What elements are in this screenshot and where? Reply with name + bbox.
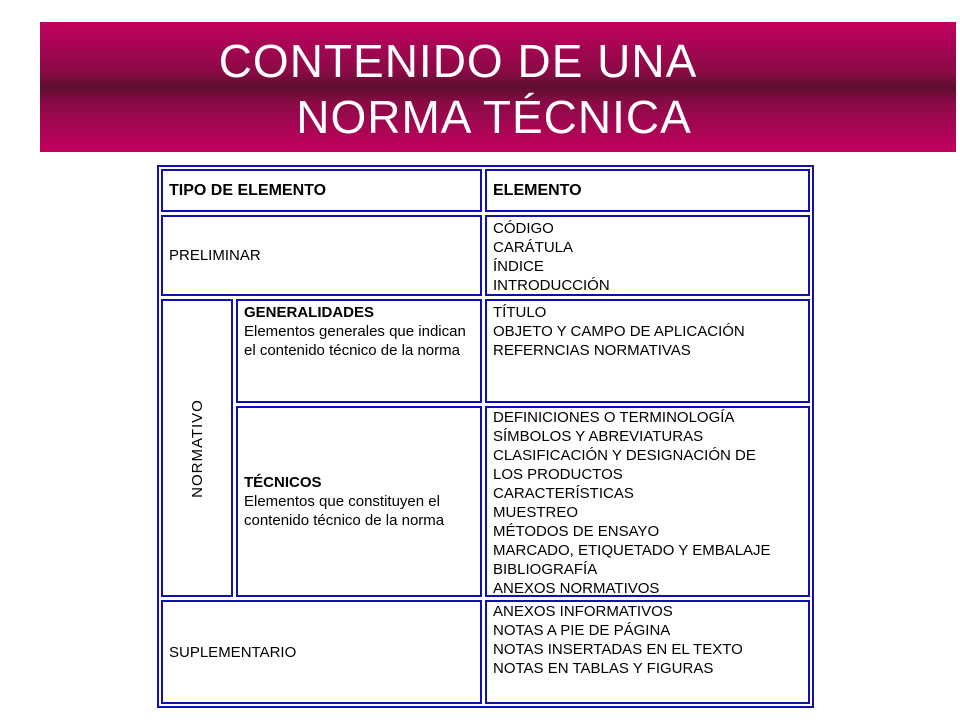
- list-item: NOTAS INSERTADAS EN EL TEXTO: [493, 641, 743, 658]
- header-tipo-de-elemento: [161, 169, 482, 212]
- normativo-label: NORMATIVO: [188, 398, 206, 498]
- list-item: LOS PRODUCTOS: [493, 466, 623, 483]
- tecnicos-cell: [236, 406, 482, 597]
- generalidades-list: [493, 303, 802, 360]
- row-preliminar-type: [161, 215, 482, 296]
- list-item: CLASIFICACIÓN Y DESIGNACIÓN DE: [493, 447, 756, 464]
- generalidades-description: Elementos generales que indican el contenido técnico de la norma: [244, 323, 466, 359]
- list-item: MARCADO, ETIQUETADO Y EMBALAJE: [493, 542, 771, 559]
- header-elemento-label: ELEMENTO: [493, 182, 582, 199]
- list-item: ÍNDICE: [493, 258, 544, 275]
- list-item: ANEXOS NORMATIVOS: [493, 580, 660, 597]
- generalidades-cell: [236, 299, 482, 403]
- suplementario-list: [493, 602, 802, 678]
- list-item: CARÁTULA: [493, 239, 574, 256]
- list-item: SÍMBOLOS Y ABREVIATURAS: [493, 428, 704, 445]
- row-normativo-type: [161, 299, 233, 597]
- tecnicos-title: TÉCNICOS: [244, 474, 322, 491]
- header-elemento: [485, 169, 810, 212]
- row-preliminar-elements: [485, 215, 810, 296]
- list-item: BIBLIOGRAFÍA: [493, 561, 598, 578]
- title-line-1: CONTENIDO DE UNA: [218, 35, 698, 87]
- title-line-2: NORMA TÉCNICA: [296, 91, 692, 143]
- row-suplementario-elements: [485, 600, 810, 704]
- row-suplementario-type: [161, 600, 482, 704]
- list-item: NOTAS EN TABLAS Y FIGURAS: [493, 660, 714, 677]
- list-item: ANEXOS INFORMATIVOS: [493, 603, 673, 620]
- title-banner: [40, 22, 956, 152]
- tecnicos-list: [493, 408, 802, 598]
- list-item: INTRODUCCIÓN: [493, 277, 610, 294]
- list-item: CÓDIGO: [493, 220, 554, 237]
- list-item: CARACTERÍSTICAS: [493, 485, 634, 502]
- preliminar-list: [493, 219, 802, 295]
- suplementario-label: SUPLEMENTARIO: [169, 643, 297, 661]
- generalidades-title: GENERALIDADES: [244, 304, 375, 321]
- list-item: REFERNCIAS NORMATIVAS: [493, 342, 691, 359]
- list-item: NOTAS A PIE DE PÁGINA: [493, 622, 671, 639]
- list-item: DEFINICIONES O TERMINOLOGÍA: [493, 409, 735, 426]
- tecnicos-elements: [485, 406, 810, 597]
- list-item: OBJETO Y CAMPO DE APLICACIÓN: [493, 323, 745, 340]
- list-item: MUESTREO: [493, 504, 579, 521]
- tecnicos-description: Elementos que constituyen el contenido técnico de la norma: [244, 493, 445, 529]
- list-item: MÉTODOS DE ENSAYO: [493, 523, 660, 540]
- list-item: TÍTULO: [493, 304, 547, 321]
- header-tipo-label: TIPO DE ELEMENTO: [169, 182, 327, 199]
- generalidades-elements: [485, 299, 810, 403]
- preliminar-label: PRELIMINAR: [169, 247, 261, 264]
